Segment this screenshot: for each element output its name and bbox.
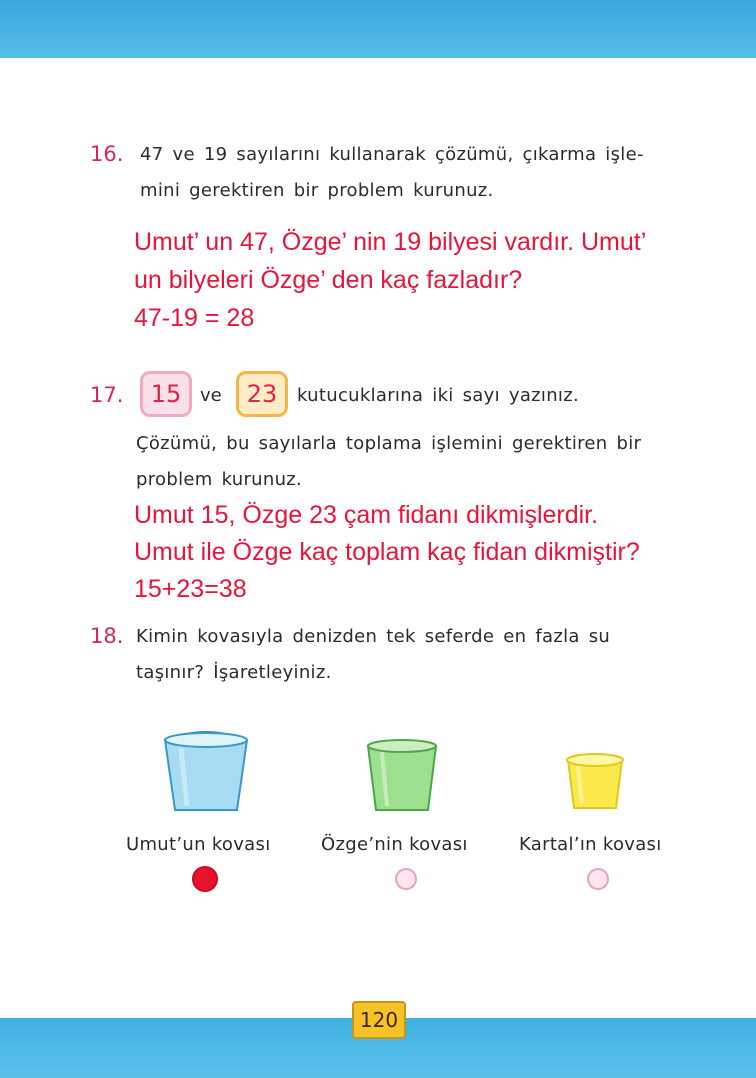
question-17-line3: problem kurunuz. [136, 469, 303, 490]
question-16-answer-line2: un bilyeleri Özge’ den kaç fazladır? [134, 266, 523, 294]
question-16-number: 16. [90, 142, 124, 166]
question-17-connector: ve [200, 385, 222, 406]
question-18-line2: taşınır? İşaretleyiniz. [136, 662, 332, 683]
umut-choice-circle-marked[interactable] [192, 866, 218, 892]
question-17-answer-line1: Umut 15, Özge 23 çam fidanı dikmişlerdir. [134, 501, 599, 529]
green-bucket-icon [362, 736, 442, 814]
question-17-answer-line2: Umut ile Özge kaç toplam kaç fidan dikmiştir? [134, 538, 640, 566]
top-color-band [0, 0, 756, 58]
yellow-bucket-icon [562, 750, 628, 812]
question-16-line1: 47 ve 19 sayılarını kullanarak çözümü, çıkarma işle- [140, 144, 644, 165]
question-17-line1-rest: kutucuklarına iki sayı yazınız. [297, 385, 580, 406]
question-17-number: 17. [90, 383, 124, 407]
question-16-answer-line3: 47-19 = 28 [134, 304, 255, 332]
question-17-line2: Çözümü, bu sayılarla toplama işlemini gerektiren bir [136, 433, 642, 454]
question-16-answer-line1: Umut’ un 47, Özge’ nin 19 bilyesi vardır. Umut’ [134, 228, 647, 256]
page-number: 120 [352, 1001, 406, 1039]
kartal-choice-circle[interactable] [587, 868, 609, 890]
number-box-orange: 23 [236, 371, 288, 417]
question-18-line1: Kimin kovasıyla denizden tek seferde en fazla su [136, 626, 611, 647]
question-17-answer-line3: 15+23=38 [134, 575, 247, 603]
umut-bucket-label: Umut’un kovası [126, 834, 271, 855]
kartal-bucket-label: Kartal’ın kovası [519, 834, 662, 855]
blue-bucket-icon [155, 722, 255, 814]
question-18-number: 18. [90, 624, 124, 648]
ozge-bucket-label: Özge’nin kovası [321, 834, 468, 855]
ozge-choice-circle[interactable] [395, 868, 417, 890]
question-16-line2: mini gerektiren bir problem kurunuz. [140, 180, 494, 201]
number-box-pink: 15 [140, 371, 192, 417]
